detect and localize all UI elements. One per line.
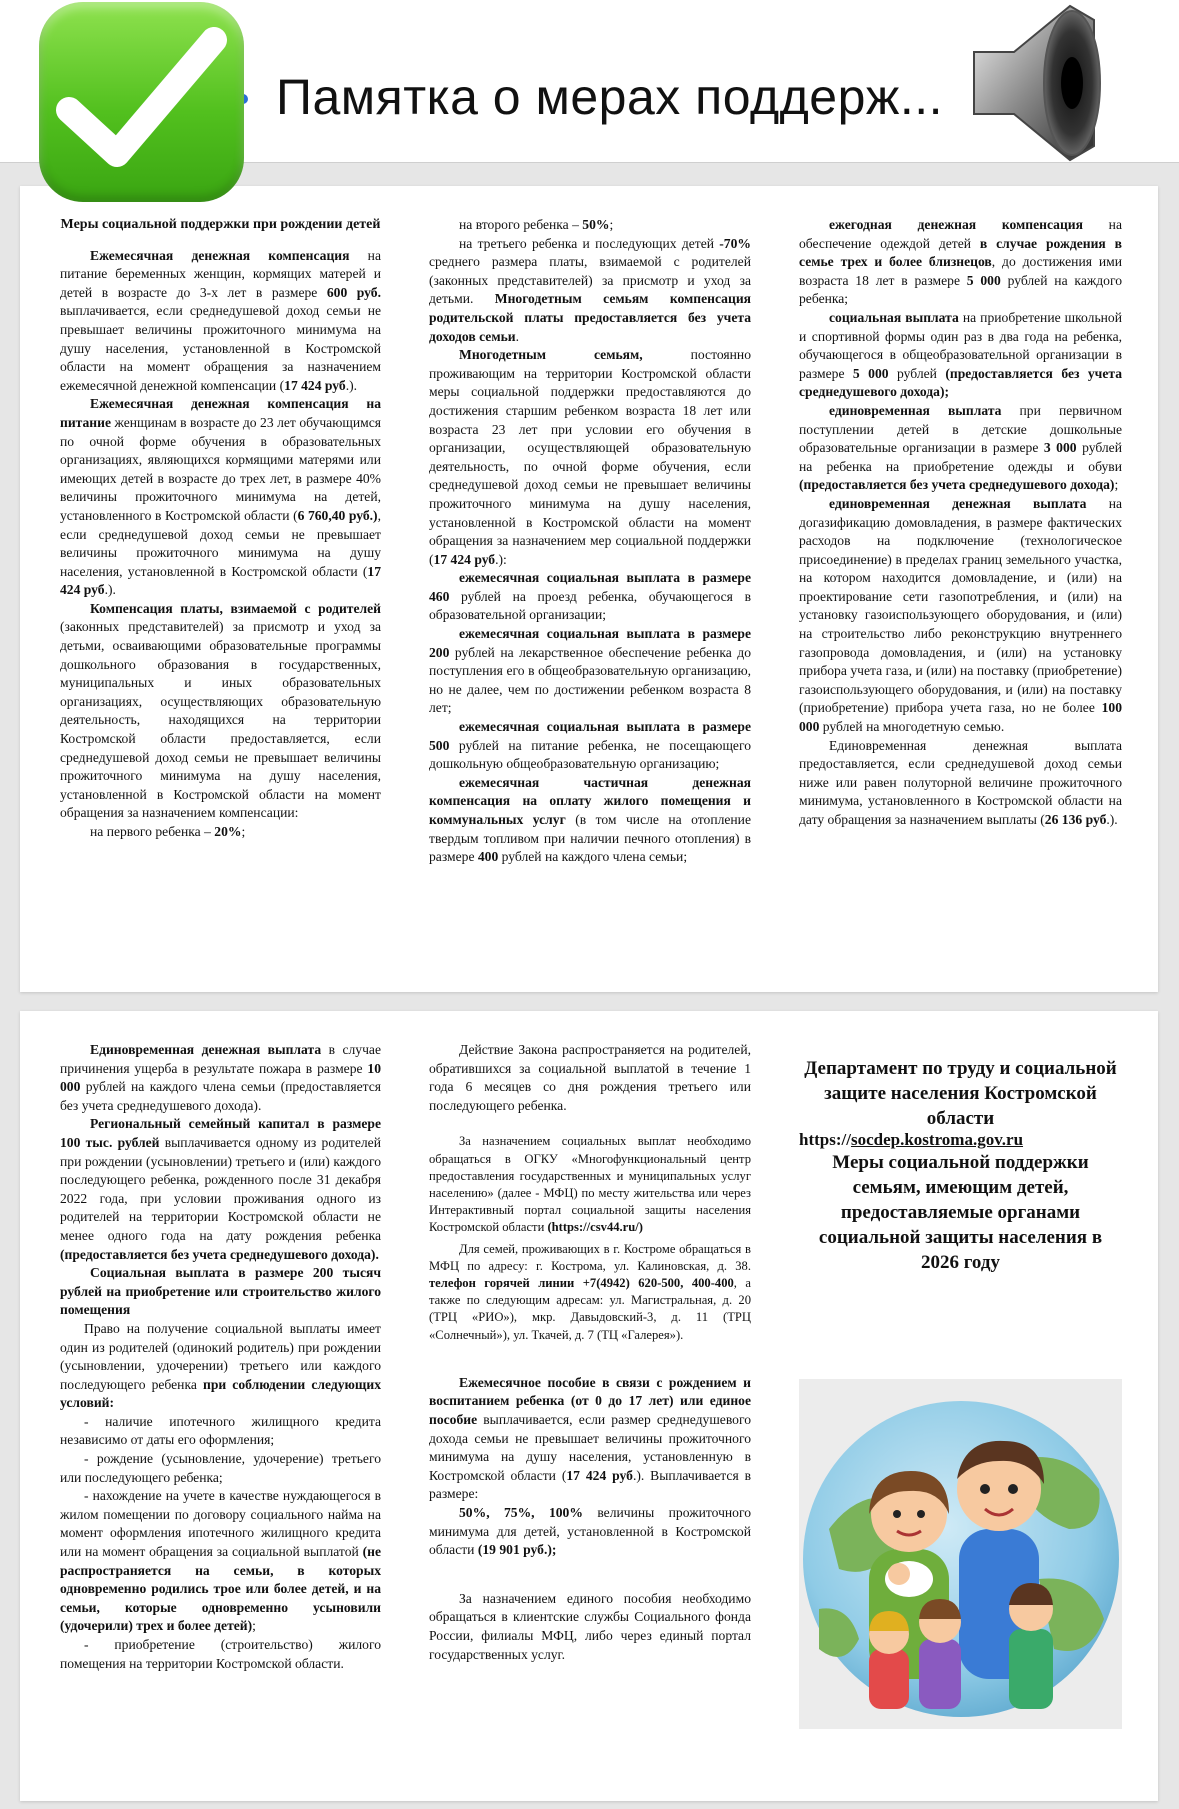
paragraph: Ежемесячное пособие в связи с рождением и воспитанием ребенка (от 0 до 17 лет) или единое пособие выплачивается, если размер среднедушевого дохода семьи не превышает величины прожиточного минимума на душу населения, установленную в Костромской области (17 424 руб.). Выплачивается в размере: [429,1374,752,1502]
list-item: ежемесячная частичная денежная компенсация на оплату жилого помещения и коммунальных услуг (в том числе на отопление твердым топливом при наличии печного отопления) в размере 400 рублей на каждого члена семьи; [429,774,751,865]
paragraph: Региональный семейный капитал в размере 100 тыс. рублей выплачивается одному из родителей при рождении (усыновлении) третьего и (или) каждого последующего ребенка, рожденного после 31 декабря 2022 года, при условии проживания одного из родителей на территории Костромской области не менее одного года на дату рождения ребенка (предоставляется без учета среднедушевого дохода). [60,1116,381,1262]
column-2 [429,1041,751,1664]
speaker-icon[interactable] [968,0,1108,165]
paragraph: Ежемесячная денежная компенсация на питание беременных женщин, кормящих матерей и детей в возрасте до 3-х лет в размере 600 руб. выплачивается, если среднедушевой доход семьи не превышает величины прожиточного минимума на душу населения, установленной в Костромской области на момент обращения за назначением ежемесячной денежной компенсации (17 424 руб.). [60,247,381,393]
paragraph: Единовременная денежная выплата в случае причинения ущерба в результате пожара в размере 10 000 рублей на каждого члена семьи (предоставляется без учета среднедушевого дохода). [60,1042,381,1113]
page-title: Памятка о мерах поддерж... [276,69,944,125]
column-1 [60,1041,381,1673]
leaflet-title: Меры социальной поддержки семьям, имеющим детей, предоставляемые органами социальной защиты населения в 2026 году [818,1151,1103,1273]
checkmark-icon[interactable] [39,2,244,202]
website-link[interactable]: https://socdep.kostroma.gov.ru [799,1130,1024,1149]
leaflet-page-2 [20,1011,1158,1801]
paragraph: Право на получение социальной выплаты имеет один из родителей (одинокий родитель) при рождении (усыновлении, удочерении) третьего или каждого последующего ребенка при соблюдении следующих условий: [60,1320,382,1411]
list-item: - рождение (усыновление, удочерение) третьего или последующего ребенка; [60,1451,381,1485]
paragraph: Компенсация платы, взимаемой с родителей (законных представителей) за присмотр и уход за детьми, осваивающими образовательные программы дошкольного образования в государственных, муниципальных и иных образовательных организациях, осуществляющих образовательную деятельность, находящихся на территории Костромской области предоставляется, если среднедушевой доход семьи не превышает величины прожиточного минимума на душу населения, установленной в Костромской области на момент обращения за назначением компенсации: [60,600,381,821]
list-item: на первого ребенка – 20%; [90,824,246,839]
list-item: - наличие ипотечного жилищного кредита независимо от даты его оформления; [60,1413,381,1448]
list-item: социальная выплата на приобретение школьной и спортивной формы один раз в два года на ребенка, обучающегося в общеобразовательной организации в размере 5 000 рублей (предоставляется без учета среднедушевого дохода); [799,309,1123,400]
section-heading: Меры социальной поддержки при рождении детей [60,217,381,232]
list-item: ежемесячная социальная выплата в размере 460 рублей на проезд ребенка, обучающегося в образовательной организации; [429,570,751,623]
list-item: - нахождение на учете в качестве нуждающегося в жилом помещении по договору социального найма на момент оформления ипотечного жилищного кредита или на момент обращения за социальной выплатой (не распространяется на семьи, в которых одновременно родились трое или более детей, и на семьи, которые одновременно усыновили (удочерили) трех и более детей); [60,1488,381,1634]
department-name: Департамент по труду и социальной защите населения Костромской области [804,1058,1117,1129]
paragraph: Единовременная денежная выплата предоставляется, если среднедушевой доход семьи ниже или равен полуторной величине прожиточного минимума, установленного в Костромской области на дату обращения за назначением выплаты (26 136 руб.). [799,737,1122,827]
paragraph: За назначением социальных выплат необходимо обращаться в ОГКУ «Многофункциональный центр предоставления государственных и муниципальных услуг населению» (далее - МФЦ) по месту жительства или через Интерактивный портал социальной защиты населения Костромской области (https://csv44.ru/) [429,1134,751,1235]
column-2 [429,216,751,867]
list-item: ежемесячная социальная выплата в размере 200 рублей на лекарственное обеспечение ребенка до поступления его в общеобразовательную организацию, но не далее, чем по достижении ребенком возраста 8 лет; [429,626,751,716]
column-1 [60,216,381,842]
list-item: единовременная денежная выплата на догазификацию домовладения, в размере фактических расходов на подключение (технологическое присоединение) в пределах границ земельного участка, на котором находится домовладение, и (или) на проектирование сети газопотребления, и (или) на установку газоиспользующего оборудования, и (или) на строительство либо реконструкцию внутреннего газопровода домовладения, и (или) на установку прибора учета газа, и (или) на поставку (приобретение) газоиспользующего оборудования, и (или) на поставку (приобретение) прибора учета газа, но не более 100 000 рублей на многодетную семью. [799,495,1122,735]
paragraph: Действие Закона распространяется на родителей, обратившихся за социальной выплатой в течение 1 года 6 месяцев со дня рождения третьего или последующего ребенка. [429,1042,751,1113]
column-3 [799,1056,1122,1275]
family-globe-illustration [799,1379,1122,1729]
paragraph: Социальная выплата в размере 200 тысяч рублей на приобретение или строительство жилого помещения [60,1265,381,1318]
list-item: на второго ребенка – 50%; [459,217,614,232]
paragraph: Многодетным семьям, постоянно проживающим на территории Костромской области меры социальной поддержки предоставляются до достижения старшим ребенком возраста 18 лет или возраста 23 лет при условии его обучения в организации, осуществляющей образовательную деятельность, по очной форме обучения, если среднедушевой доход семьи не превышает величины прожиточного минимума на душу населения, установленной в Костромской области на момент обращения за назначением мер социальной поддержки (17 424 руб.): [429,347,751,567]
list-item: ежемесячная социальная выплата в размере 500 рублей на питание ребенка, не посещающего дошкольную общеобразовательную организацию; [429,719,751,772]
paragraph: За назначением единого пособия необходимо обращаться в клиентские службы Социального фонда России, филиалы МФЦ, либо через единый портал государственных услуг. [429,1590,751,1662]
list-item: единовременная выплата при первичном поступлении детей в детские дошкольные образовательные организации в размере 3 000 рублей на ребенка на приобретение одежды и обуви (предоставляется без учета среднедушевого дохода); [799,402,1122,493]
list-item: ежегодная денежная компенсация на обеспечение одеждой детей в случае рождения в семье трех и более близнецов, до достижения ими возраста 18 лет в размере 5 000 рублей на каждого ребенка; [799,217,1122,307]
list-item: на третьего ребенка и последующих детей -70% среднего размера платы, взимаемой с родителей (законных представителей) за присмотр и уход за детьми. Многодетным семьям компенсация родительской платы предоставляется без учета доходов семьи. [429,235,752,344]
paragraph: Ежемесячная денежная компенсация на питание женщинам в возрасте до 23 лет обучающимся по очной форме обучения в образовательных организациях, являющихся кормящими матерями или имеющих детей в возрасте до трех лет, в размере 40% величины прожиточного минимума на детей, установленного в Костромской области (6 760,40 руб.), если среднедушевой доход семьи не превышает величины прожиточного минимума на душу населения, установленной в Костромской области (17 424 руб.). [60,396,381,598]
column-3 [799,216,1122,830]
paragraph: 50%, 75%, 100% величины прожиточного минимума для детей, установленной в Костромской области (19 901 руб.); [429,1504,752,1558]
list-item: - приобретение (строительство) жилого помещения на территории Костромской области. [60,1637,381,1671]
paragraph: Для семей, проживающих в г. Костроме обращаться в МФЦ по адресу: г. Кострома, ул. Калиновская, д. 38. телефон горячей линии +7(4942) 620-500, 400-400, а также по следующим адресам: ул. Магистральная, д. 20 (ТРЦ «РИО»), мкр. Давыдовский-3, д. 11 (ТРЦ «Солнечный»), ул. Ткачей, д. 7 (ТЦ «Галерея»). [429,1241,751,1342]
leaflet-page-1 [20,186,1158,992]
